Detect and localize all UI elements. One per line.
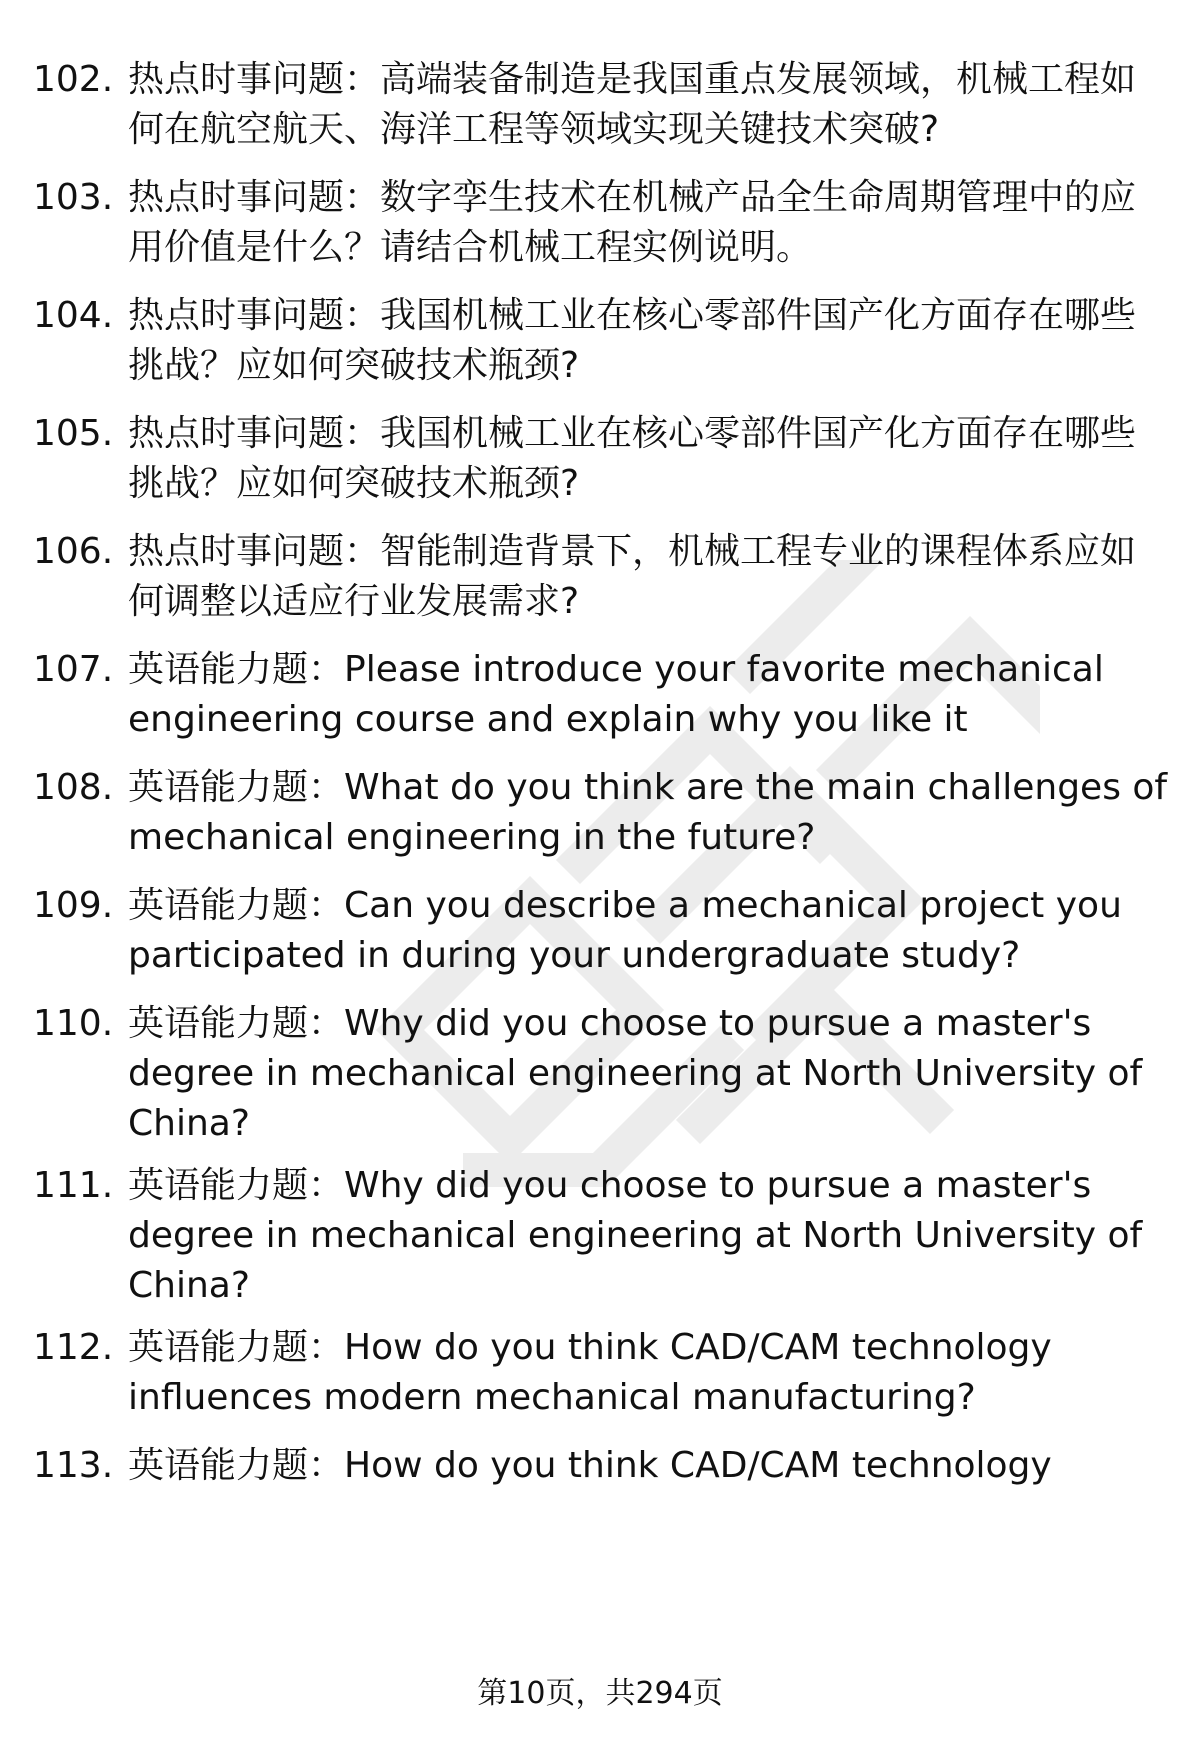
question-line: 英语能力题：Please introduce your favorite mechanical: [128, 649, 1104, 690]
question-line: 热点时事问题：我国机械工业在核心零部件国产化方面存在哪些: [128, 413, 1137, 454]
question-line: 用价值是什么？请结合机械工程实例说明。: [128, 227, 813, 268]
question-number: 109.: [33, 885, 114, 926]
question-line: 英语能力题：How do you think CAD/CAM technology: [128, 1327, 1052, 1368]
question-line: 热点时事问题：高端装备制造是我国重点发展领域，机械工程如: [128, 59, 1137, 100]
question-line: 英语能力题：Why did you choose to pursue a master's: [128, 1165, 1092, 1206]
question-number: 111.: [33, 1165, 114, 1206]
question-line: 何调整以适应行业发展需求?: [128, 581, 580, 622]
question-line: participated in during your undergraduate study?: [128, 935, 1021, 976]
question-line: 英语能力题：Why did you choose to pursue a master's: [128, 1003, 1092, 1044]
question-text: [128, 881, 1140, 981]
question-line: 热点时事问题：智能制造背景下，机械工程专业的课程体系应如: [128, 531, 1137, 572]
question-line: 挑战？应如何突破技术瓶颈?: [128, 345, 580, 386]
question-line: China?: [128, 1103, 250, 1144]
question-number: 104.: [33, 295, 114, 336]
question-text: [128, 999, 1143, 1149]
question-line: 热点时事问题：我国机械工业在核心零部件国产化方面存在哪些: [128, 295, 1137, 336]
question-number: 106.: [33, 531, 114, 572]
question-number: 107.: [33, 649, 114, 690]
question-number: 113.: [33, 1445, 114, 1486]
question-line: China?: [128, 1265, 250, 1306]
question-text: [128, 1441, 1140, 1491]
question-line: influences modern mechanical manufacturing?: [128, 1377, 976, 1418]
question-text: [128, 527, 1140, 627]
question-number: 110.: [33, 1003, 114, 1044]
question-line: engineering course and explain why you like it: [128, 699, 968, 740]
question-number: 102.: [33, 59, 114, 100]
question-text: [128, 645, 1140, 745]
question-text: [128, 291, 1140, 391]
question-text: [128, 409, 1140, 509]
question-text: [128, 1161, 1143, 1311]
question-number: 108.: [33, 767, 114, 808]
question-line: degree in mechanical engineering at North University of: [128, 1053, 1143, 1094]
question-line: 英语能力题：How do you think CAD/CAM technology: [128, 1445, 1052, 1486]
question-line: 挑战？应如何突破技术瓶颈?: [128, 463, 580, 504]
page-number-footer: 第10页，共294页: [477, 1676, 723, 1711]
question-line: degree in mechanical engineering at North University of: [128, 1215, 1143, 1256]
question-number: 112.: [33, 1327, 114, 1368]
question-line: 何在航空航天、海洋工程等领域实现关键技术突破?: [128, 109, 940, 150]
question-line: 英语能力题：What do you think are the main challenges of: [128, 767, 1168, 808]
question-text: [128, 1323, 1140, 1423]
question-line: mechanical engineering in the future?: [128, 817, 816, 858]
question-text: [128, 173, 1140, 273]
question-number: 103.: [33, 177, 114, 218]
question-number: 105.: [33, 413, 114, 454]
question-text: [128, 763, 1168, 863]
question-line: 热点时事问题：数字孪生技术在机械产品全生命周期管理中的应: [128, 177, 1137, 218]
question-text: [128, 55, 1140, 155]
question-line: 英语能力题：Can you describe a mechanical project you: [128, 885, 1122, 926]
